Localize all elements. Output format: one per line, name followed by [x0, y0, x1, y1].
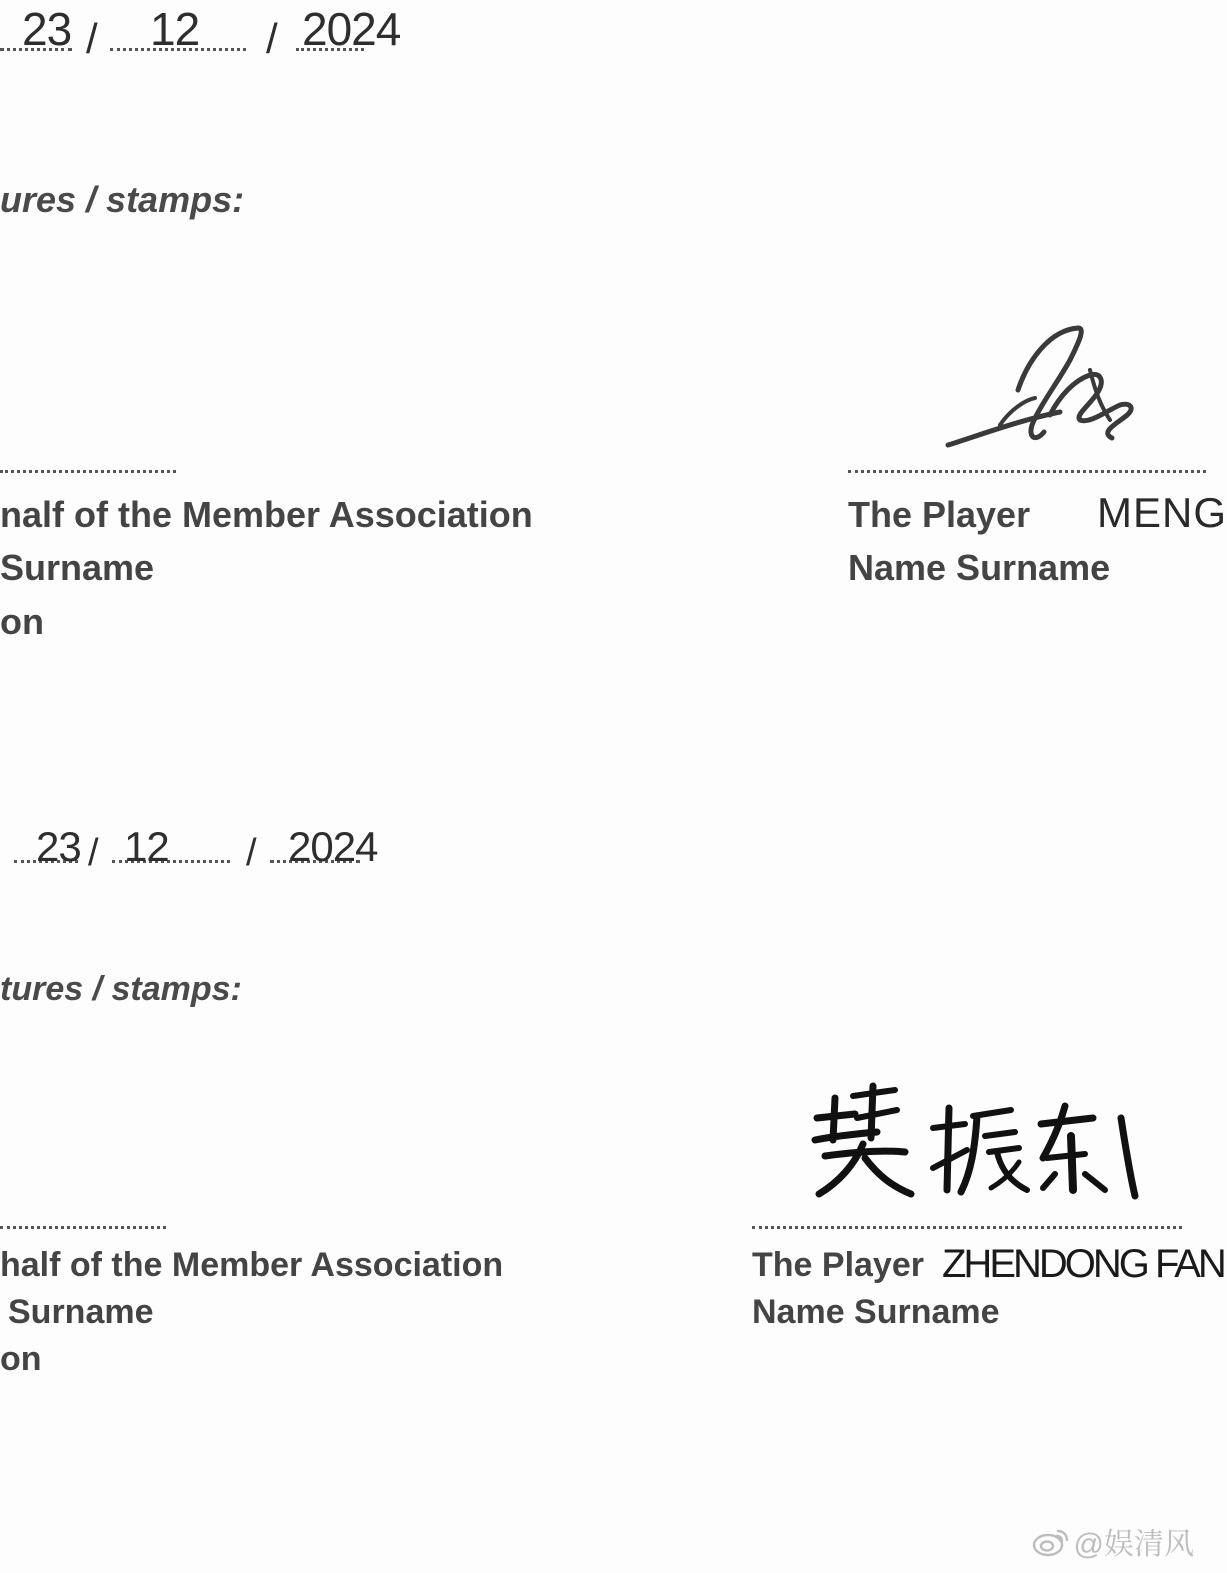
player-name-surname-label: Name Surname: [848, 547, 1111, 588]
association-position-label: on: [0, 601, 44, 642]
signatures-stamps-label: tures / stamps:: [0, 970, 242, 1008]
association-name-surname-label: Surname: [0, 547, 155, 588]
member-association-label: nalf of the Member Association: [0, 494, 533, 535]
date-year: 2024: [288, 823, 378, 870]
date-separator: /: [86, 15, 98, 62]
signatures-stamps-label: ures / stamps:: [0, 179, 245, 220]
association-signature-line: [0, 470, 176, 473]
player-label: The Player: [848, 494, 1031, 535]
player-label: The Player: [752, 1246, 924, 1284]
association-signature-line: [0, 1226, 166, 1229]
member-association-label: half of the Member Association: [0, 1246, 504, 1284]
watermark-text: @娱清风: [1073, 1528, 1194, 1561]
date-separator: /: [88, 832, 99, 874]
date-separator: /: [246, 832, 257, 874]
date-day: 23: [36, 823, 81, 870]
association-position-label: on: [0, 1340, 42, 1378]
date-month: 12: [124, 823, 169, 870]
player-signature-line: [848, 470, 1206, 473]
association-name-surname-label: Surname: [8, 1293, 154, 1331]
date-day: 23: [22, 3, 72, 55]
date-separator: /: [266, 15, 278, 62]
date-year: 2024: [302, 3, 401, 55]
player-signature-meng: [940, 320, 1150, 460]
player-name-value: MENG: [1097, 489, 1227, 536]
player-signature-zhendong-fan: [805, 1078, 1145, 1208]
player-name-surname-label: Name Surname: [752, 1293, 1000, 1331]
date-month: 12: [150, 3, 200, 55]
player-signature-line: [752, 1226, 1182, 1229]
weibo-icon: [1032, 1525, 1070, 1557]
player-name-value: ZHENDONG FAN: [942, 1242, 1224, 1286]
watermark: [1032, 1519, 1194, 1563]
